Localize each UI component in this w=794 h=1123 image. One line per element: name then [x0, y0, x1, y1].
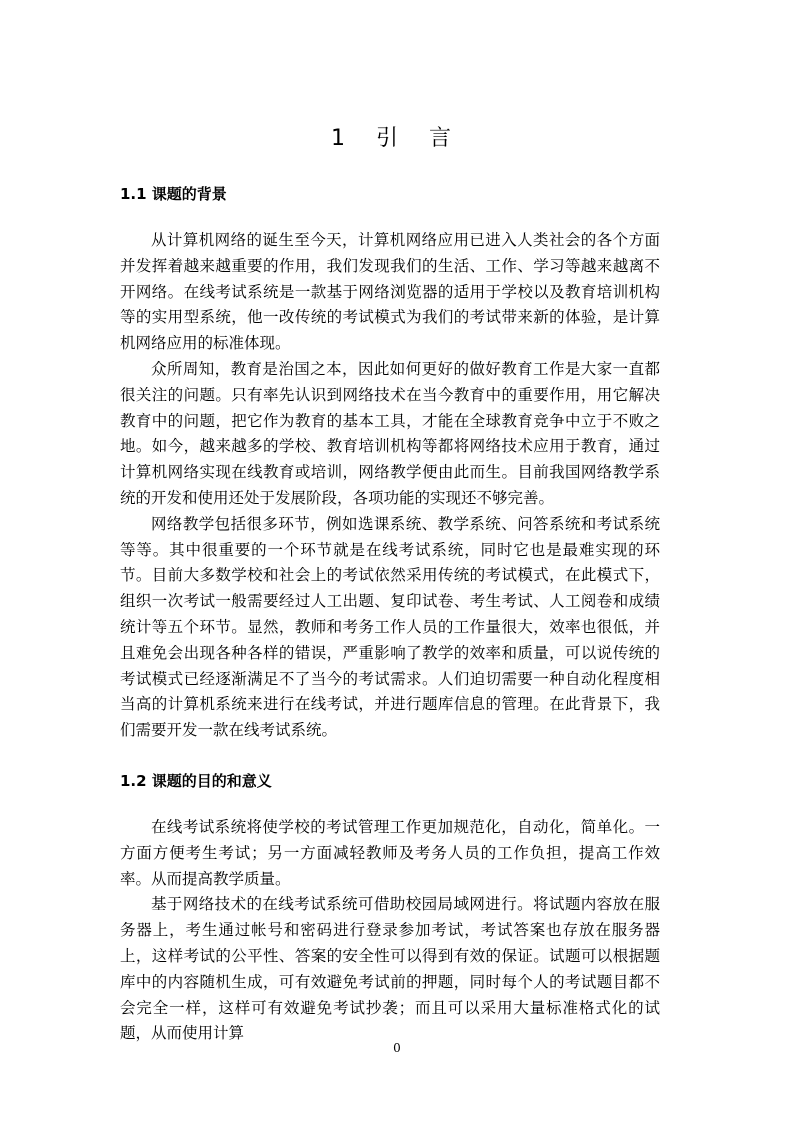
paragraph: 众所周知，教育是治国之本，因此如何更好的做好教育工作是大家一直都很关注的问题。只有率先认识到网络技术在当今教育中的重要作用，用它解决教育中的问题，把它作为教育的基本工具，才能在全球教育竞争中立于不败之地。如今，越来越多的学校、教育培训机构等都将网络技术应用于教育，通过计算机网络实现在线教育或培训，网络教学便由此而生。目前我国网络教学系统的开发和使用还处于发展阶段，各项功能的实现还不够完善。 — [120, 359, 660, 507]
section-body-1-1 — [120, 228, 660, 744]
section-body-1-2 — [120, 815, 660, 1047]
chapter-title: 1 引 言 — [331, 126, 463, 151]
section-heading-1-2: 1.2 课题的目的和意义 — [120, 772, 272, 790]
paragraph: 基于网络技术的在线考试系统可借助校园局域网进行。将试题内容放在服务器上，考生通过帐号和密码进行登录参加考试，考试答案也存放在服务器上，这样考试的公平性、答案的安全性可以得到有效的保证。试题可以根据题库中的内容随机生成，可有效避免考试前的押题，同时每个人的考试题目都不会完全一样，这样可有效避免考试抄袭；而且可以采用大量标准格式化的试题，从而使用计算 — [120, 895, 660, 1043]
paragraph: 从计算机网络的诞生至今天，计算机网络应用已进入人类社会的各个方面并发挥着越来越重要的作用，我们发现我们的生活、工作、学习等越来越离不开网络。在线考试系统是一款基于网络浏览器的适用于学校以及教育培训机构等的实用型系统，他一改传统的考试模式为我们的考试带来新的体验，是计算机网络应用的标准体现。 — [120, 231, 660, 353]
paragraph: 在线考试系统将使学校的考试管理工作更加规范化，自动化，简单化。一方面方便考生考试；另一方面减轻教师及考务人员的工作负担，提高工作效率。从而提高教学质量。 — [120, 818, 660, 888]
page-number: 0 — [393, 1041, 401, 1055]
paragraph: 网络教学包括很多环节，例如选课系统、教学系统、问答系统和考试系统等等。其中很重要的一个环节就是在线考试系统，同时它也是最难实现的环节。目前大多数学校和社会上的考试依然采用传统的考试模式，在此模式下，组织一次考试一般需要经过人工出题、复印试卷、考生考试、人工阅卷和成绩统计等五个环节。显然，教师和考务工作人员的工作量很大，效率也很低，并且难免会出现各种各样的错误，严重影响了教学的效率和质量，可以说传统的考试模式已经逐渐满足不了当今的考试需求。人们迫切需要一种自动化程度相当高的计算机系统来进行在线考试，并进行题库信息的管理。在此背景下，我们需要开发一款在线考试系统。 — [120, 514, 660, 740]
section-heading-1-1: 1.1 课题的背景 — [120, 185, 227, 203]
